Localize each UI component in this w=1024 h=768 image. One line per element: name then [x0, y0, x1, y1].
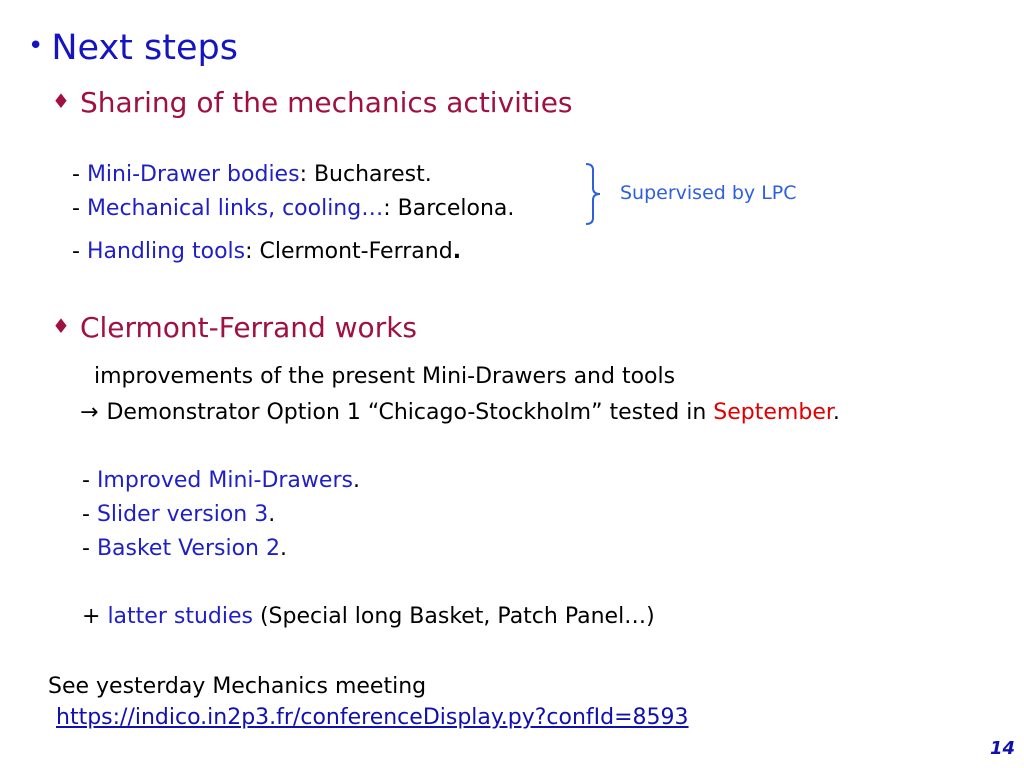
item-label: Handling tools: [86, 239, 246, 264]
item-end: .: [452, 239, 462, 264]
section2-heading: [52, 311, 417, 344]
item-label: Slider version 3: [96, 502, 269, 527]
item-prefix: -: [72, 196, 87, 221]
item-prefix: +: [82, 604, 108, 629]
list-item: [72, 162, 432, 187]
list-item: [82, 502, 275, 527]
item-label: Basket Version 2: [96, 536, 280, 561]
demo-end: .: [832, 400, 840, 425]
arrow-icon: →: [80, 400, 99, 425]
see-meeting-text: See yesterday Mechanics meeting: [48, 674, 427, 699]
page-number: 14: [990, 738, 1016, 759]
item-prefix: -: [72, 239, 87, 264]
demonstrator-line: [80, 400, 840, 425]
title-text: Next steps: [51, 28, 238, 68]
item-prefix: -: [72, 162, 87, 187]
item-end: .: [268, 502, 276, 527]
title-bullet: •: [28, 31, 44, 61]
diamond-icon: ♦: [52, 314, 70, 338]
item-end: .: [352, 468, 360, 493]
item-sep: :: [299, 162, 314, 187]
demo-month: September: [713, 400, 833, 425]
latter-rest: (Special long Basket, Patch Panel…): [252, 604, 655, 629]
item-value: Barcelona.: [397, 196, 515, 221]
section1-heading: [52, 86, 573, 119]
item-prefix: -: [82, 536, 97, 561]
right-brace-icon: [584, 162, 604, 226]
latter-label: latter studies: [107, 604, 253, 629]
meeting-link[interactable]: https://indico.in2p3.fr/conferenceDisplay.py?confId=8593: [56, 705, 689, 730]
list-item: [82, 468, 360, 493]
item-prefix: -: [82, 468, 97, 493]
item-sep: :: [245, 239, 260, 264]
list-item: [72, 239, 461, 264]
section1-heading-text: Sharing of the mechanics activities: [79, 86, 573, 119]
list-item: [82, 536, 287, 561]
item-label: Mini-Drawer bodies: [86, 162, 300, 187]
item-value: Bucharest.: [313, 162, 432, 187]
item-sep: :: [383, 196, 398, 221]
supervised-note: Supervised by LPC: [620, 182, 797, 204]
item-value: Clermont-Ferrand: [259, 239, 453, 264]
section2-heading-text: Clermont-Ferrand works: [79, 311, 418, 344]
latter-studies-line: [82, 604, 655, 629]
item-end: .: [279, 536, 287, 561]
slide-title: [28, 28, 238, 68]
diamond-icon: ♦: [52, 89, 70, 113]
improvements-text: improvements of the present Mini-Drawers and tools: [94, 364, 676, 389]
demo-text: Demonstrator Option 1 “Chicago-Stockholm” tested in: [106, 400, 714, 425]
list-item: [72, 196, 514, 221]
item-label: Mechanical links, cooling…: [86, 196, 384, 221]
item-prefix: -: [82, 502, 97, 527]
item-label: Improved Mini-Drawers: [96, 468, 353, 493]
